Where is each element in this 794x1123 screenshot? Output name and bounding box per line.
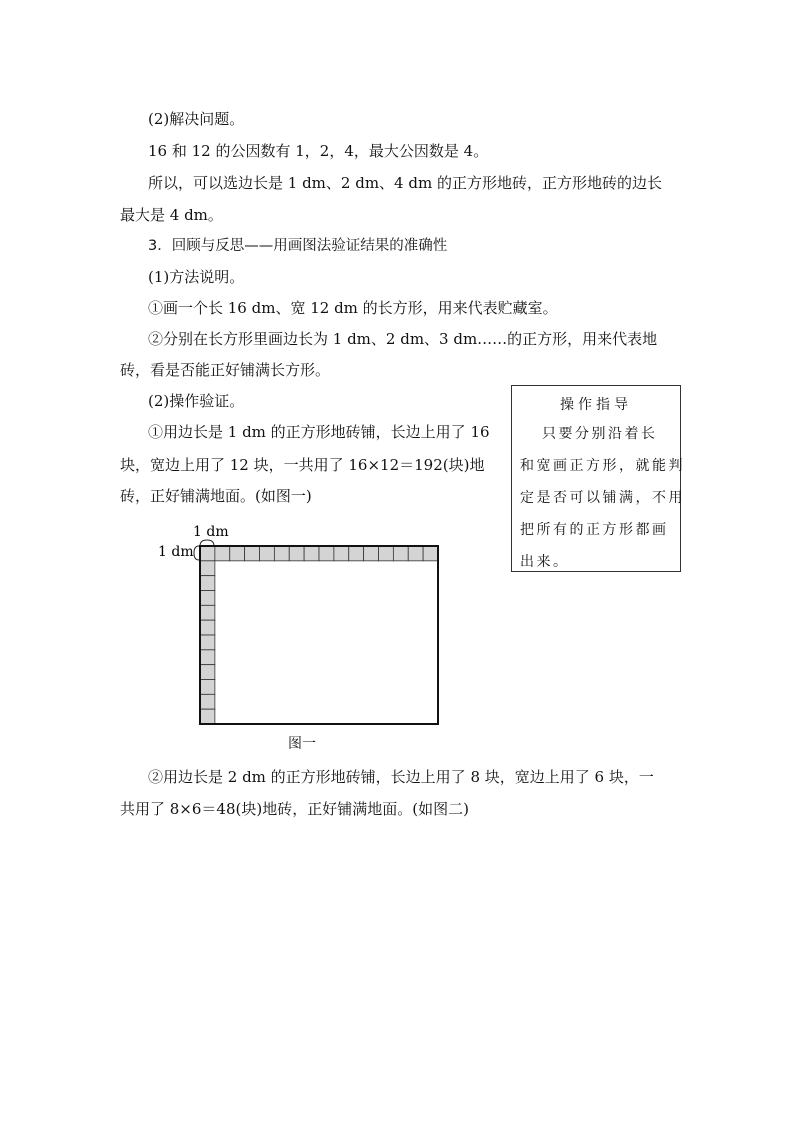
figure-caption: 图一: [288, 736, 316, 752]
guide-line: 只要分别沿着长: [542, 426, 658, 442]
floor-tile: [334, 546, 349, 561]
floor-tile: [304, 546, 319, 561]
floor-tile: [379, 546, 394, 561]
floor-tile: [200, 680, 215, 695]
floor-tile: [200, 665, 215, 680]
floor-tile: [349, 546, 364, 561]
text-conclusion-2: 最大是 4 dm。: [120, 206, 223, 224]
text-method-2b: 砖，看是否能正好铺满长方形。: [120, 361, 331, 379]
floor-tile: [200, 576, 215, 591]
text-conclusion-1: 所以，可以选边长是 1 dm、2 dm、4 dm 的正方形地砖，正方形地砖的边长: [148, 174, 662, 192]
floor-tile: [245, 546, 260, 561]
floor-tile: [393, 546, 408, 561]
guide-line: 定是否可以铺满，不用: [520, 490, 685, 506]
tiling-figure-1: [150, 518, 450, 730]
floor-tile: [319, 546, 334, 561]
text-verify-1b: 块，宽边上用了 12 块，一共用了 16×12＝192(块)地: [120, 456, 485, 474]
subheading-method: (1)方法说明。: [148, 268, 245, 286]
floor-tile: [200, 561, 215, 576]
operation-guide-box: [511, 385, 685, 572]
text-method-1: ①画一个长 16 dm、宽 12 dm 的长方形，用来代表贮藏室。: [148, 299, 558, 317]
floor-tile: [230, 546, 245, 561]
text-method-2a: ②分别在长方形里画边长为 1 dm、2 dm、3 dm……的正方形，用来代表地: [148, 330, 658, 348]
text-verify-1c: 砖，正好铺满地面。(如图一): [120, 487, 312, 505]
top-dimension-label: 1 dm: [193, 524, 229, 540]
floor-tile: [215, 546, 230, 561]
floor-tile: [200, 694, 215, 709]
subheading-verify: (2)操作验证。: [148, 392, 245, 410]
text-verify-2b: 共用了 8×6＝48(块)地砖，正好铺满地面。(如图二): [120, 800, 469, 818]
floor-tile: [200, 635, 215, 650]
subheading-solve: (2)解决问题。: [148, 110, 245, 128]
floor-tile: [274, 546, 289, 561]
text-verify-2a: ②用边长是 2 dm 的正方形地砖铺，长边上用了 8 块，宽边上用了 6 块，一: [148, 768, 654, 786]
floor-tile: [200, 546, 215, 561]
guide-title: 操作指导: [560, 397, 632, 413]
text-common-factors: 16 和 12 的公因数有 1，2，4，最大公因数是 4。: [148, 142, 489, 160]
floor-tile: [200, 709, 215, 724]
floor-tile: [364, 546, 379, 561]
text-verify-1a: ①用边长是 1 dm 的正方形地砖铺，长边上用了 16: [148, 423, 490, 441]
side-dimension-label: 1 dm: [158, 544, 194, 560]
floor-tile: [408, 546, 423, 561]
floor-tile: [200, 620, 215, 635]
storage-room-rectangle: [200, 546, 438, 724]
floor-tile: [289, 546, 304, 561]
side-dimension-brace: [194, 546, 199, 560]
section-heading-review: 3．回顾与反思——用画图法验证结果的准确性: [148, 238, 448, 254]
floor-tile: [423, 546, 438, 561]
guide-line: 把所有的正方形都画: [520, 522, 669, 538]
guide-line: 出来。: [520, 554, 570, 570]
guide-line: 和宽画正方形，就能判: [520, 458, 685, 474]
floor-tile: [200, 650, 215, 665]
floor-tile: [260, 546, 275, 561]
tile-layer: [200, 546, 438, 724]
floor-tile: [200, 605, 215, 620]
floor-tile: [200, 591, 215, 606]
